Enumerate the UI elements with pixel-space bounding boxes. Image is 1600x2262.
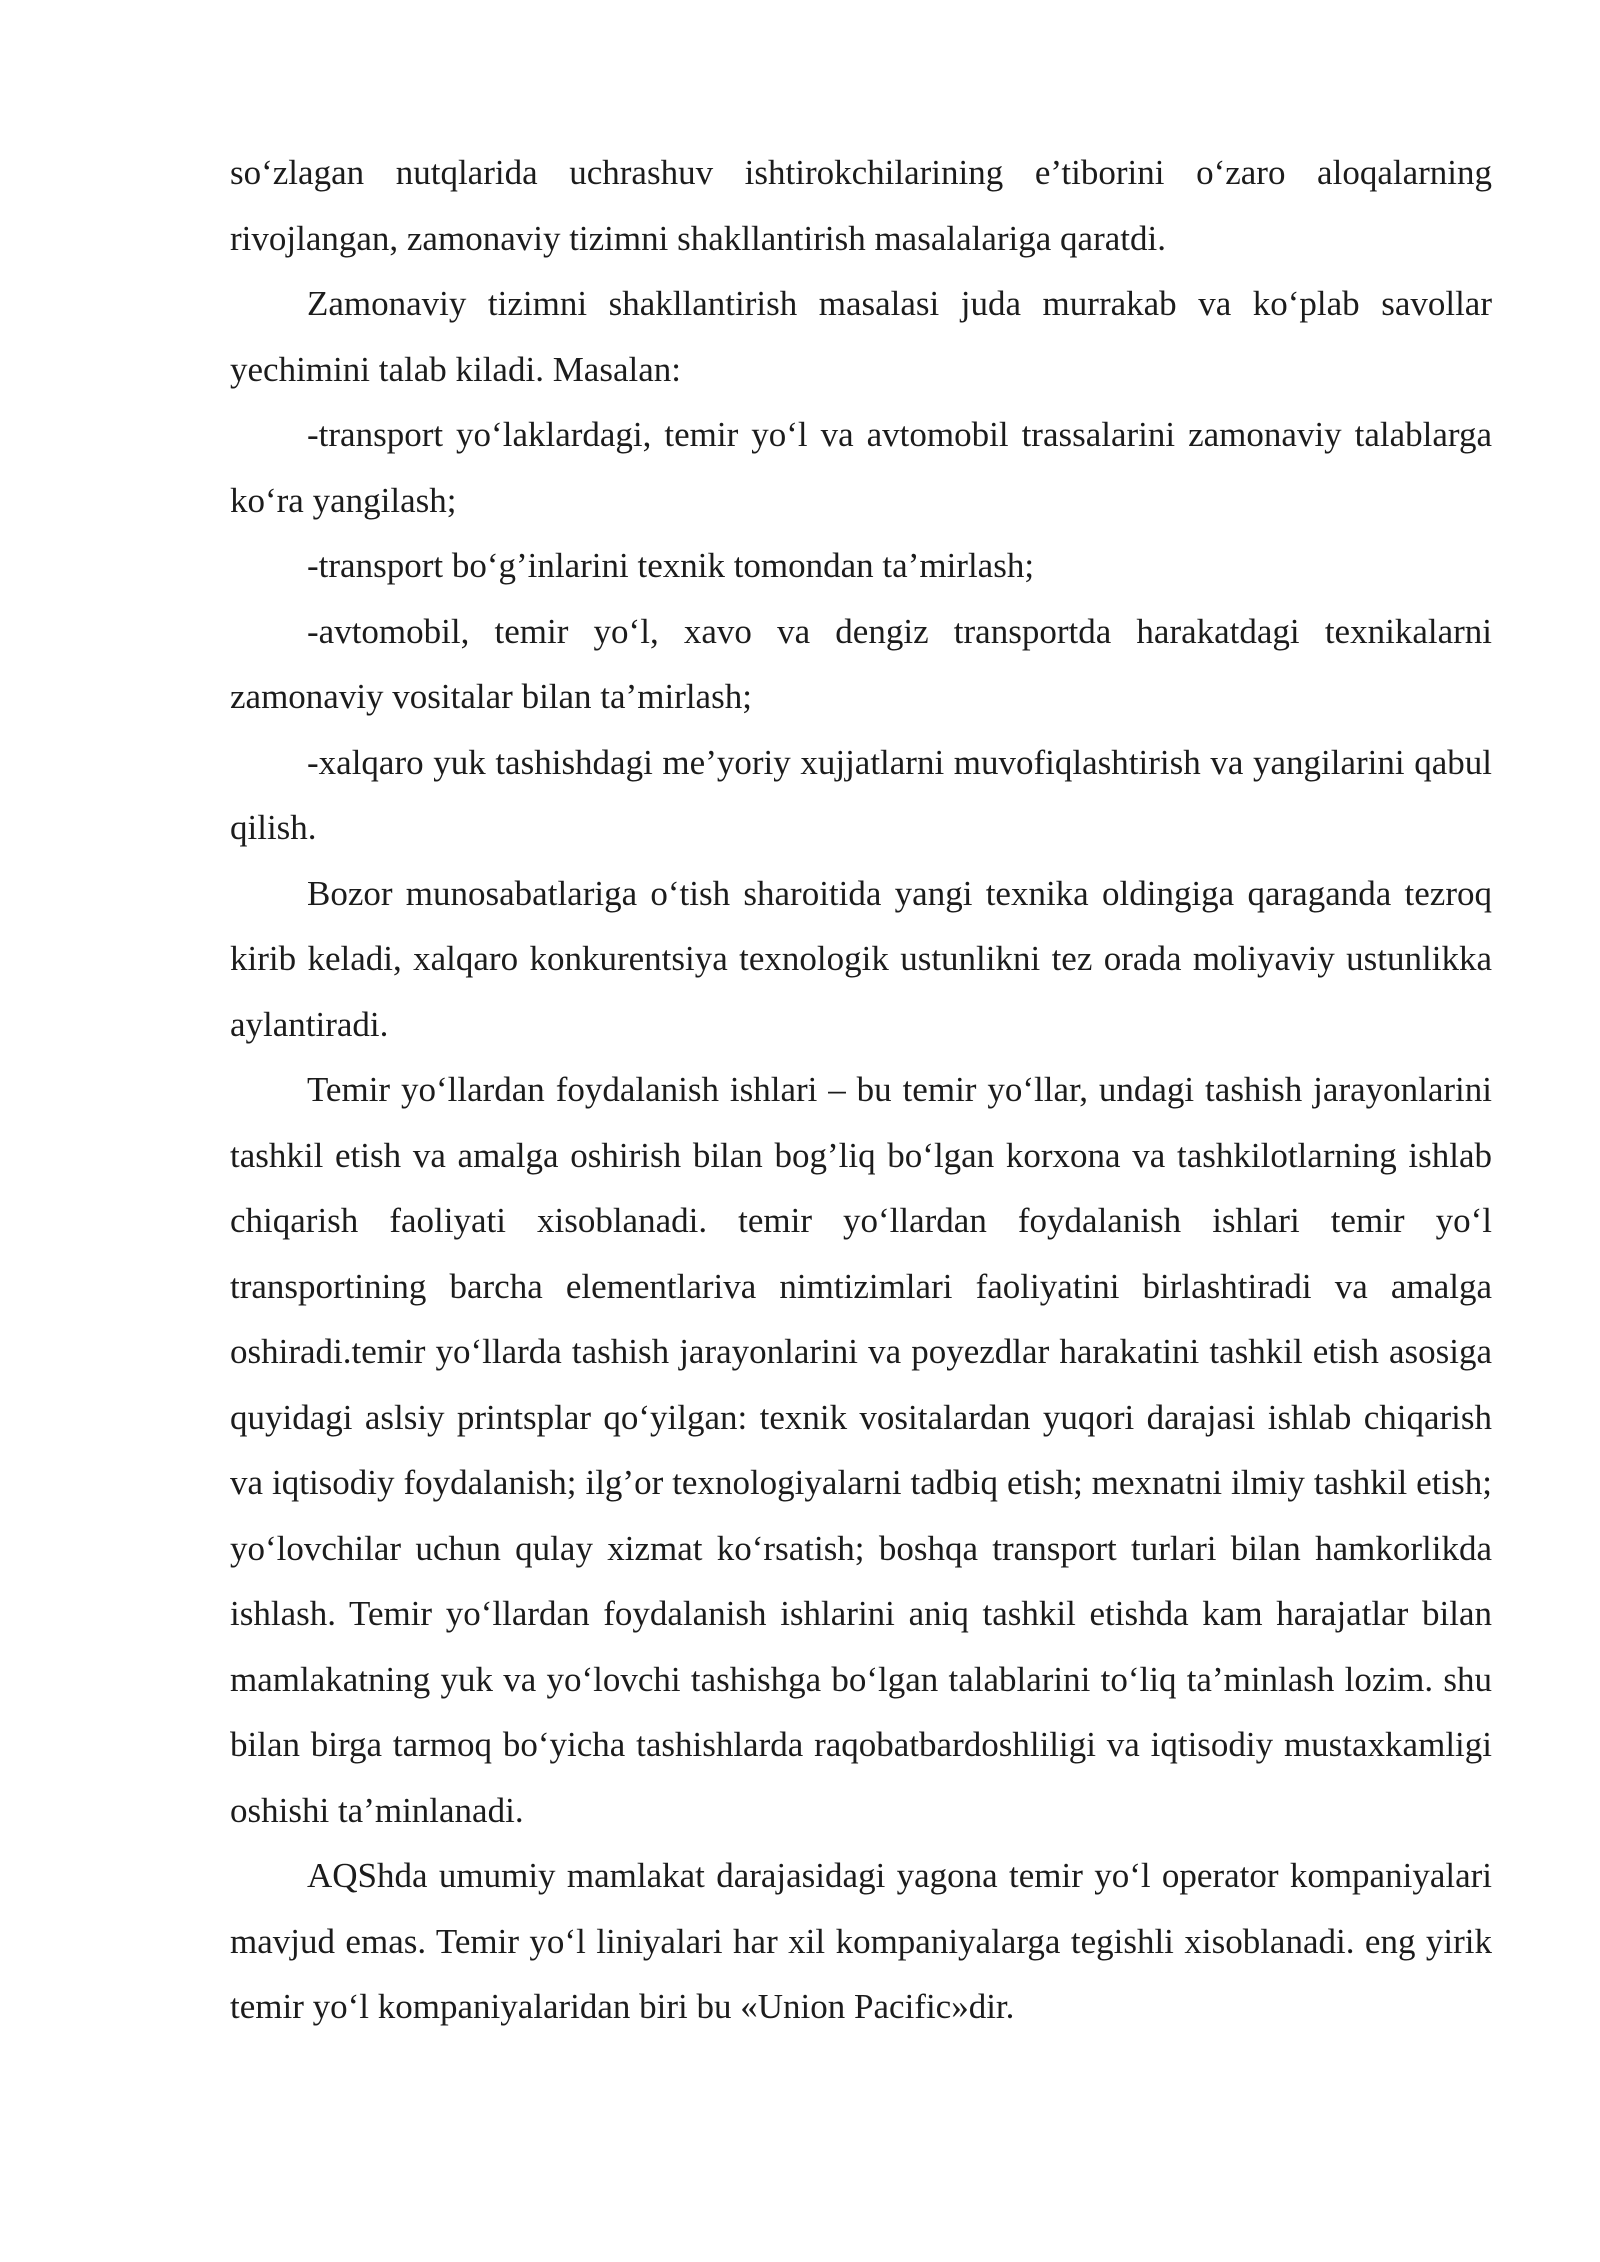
paragraph-continuation: so‘zlagan nutqlarida uchrashuv ishtirokchilarining e’tiborini o‘zaro aloqalarning rivojlangan, zamonaviy tizimni shakllantirish masalalariga qaratdi. (230, 153, 1492, 258)
paragraph-usa-railways: AQShda umumiy mamlakat darajasidagi yagona temir yo‘l operator kompaniyalari mavjud emas. Temir yo‘l liniyalari har xil kompaniyalarga tegishli xisoblanadi. eng yirik temir yo‘l kompaniyalaridan biri bu «Union Pacific»dir. (230, 1856, 1492, 2026)
list-item-transport-nodes: -transport bo‘g’inlarini texnik tomondan ta’mirlash; (307, 546, 1035, 585)
paragraph-market-relations: Bozor munosabatlariga o‘tish sharoitida yangi texnika oldingiga qaraganda tezroq kirib keladi, xalqaro konkurentsiya texnologik ustunlikni tez orada moliyaviy ustunlikka aylantiradi. (230, 873, 1492, 1044)
document-body (230, 140, 1492, 2040)
list-item-vehicle-repair: -avtomobil, temir yo‘l, xavo va dengiz transportda harakatdagi texnikalarni zamonaviy vositalar bilan ta’mirlash; (230, 611, 1492, 716)
list-item-transport-corridors: -transport yo‘laklardagi, temir yo‘l va avtomobil trassalarini zamonaviy talablarga ko‘ra yangilash; (230, 415, 1492, 520)
paragraph-modern-system: Zamonaviy tizimni shakllantirish masalasi juda murrakab va ko‘plab savollar yechimini talab kiladi. Masalan: (230, 284, 1492, 389)
paragraph-railway-operations: Temir yo‘llardan foydalanish ishlari – bu temir yo‘llar, undagi tashish jarayonlarini tashkil etish va amalga oshirish bilan bog’liq bo‘lgan korxona va tashkilotlarning ishlab chiqarish faoliyati xisoblanadi. temir yo‘llardan foydalanish ishlari temir yo‘l transportining barcha elementlariva nimtizimlari faoliyatini birlashtiradi va amalga oshiradi.temir yo‘llarda tashish jarayonlarini va poyezdlar harakatini tashkil etish asosiga quyidagi aslsiy printsplar qo‘yilgan: texnik vositalardan yuqori darajasi ishlab chiqarish va iqtisodiy foydalanish; ilg’or texnologiyalarni tadbiq etish; mexnatni ilmiy tashkil etish; yo‘lovchilar uchun qulay xizmat ko‘rsatish; boshqa transport turlari bilan hamkorlikda ishlash. Temir yo‘llardan foydalanish ishlarini aniq tashkil etishda kam harajatlar bilan mamlakatning yuk va yo‘lovchi tashishga bo‘lgan talablarini to‘liq ta’minlash lozim. shu bilan birga tarmoq bo‘yicha tashishlarda raqobatbardoshliligi va iqtisodiy mustaxkamligi oshishi ta’minlanadi. (230, 1070, 1492, 1830)
list-item-international-cargo: -xalqaro yuk tashishdagi me’yoriy xujjatlarni muvofiqlashtirish va yangilarini qabul qilish. (230, 742, 1492, 847)
